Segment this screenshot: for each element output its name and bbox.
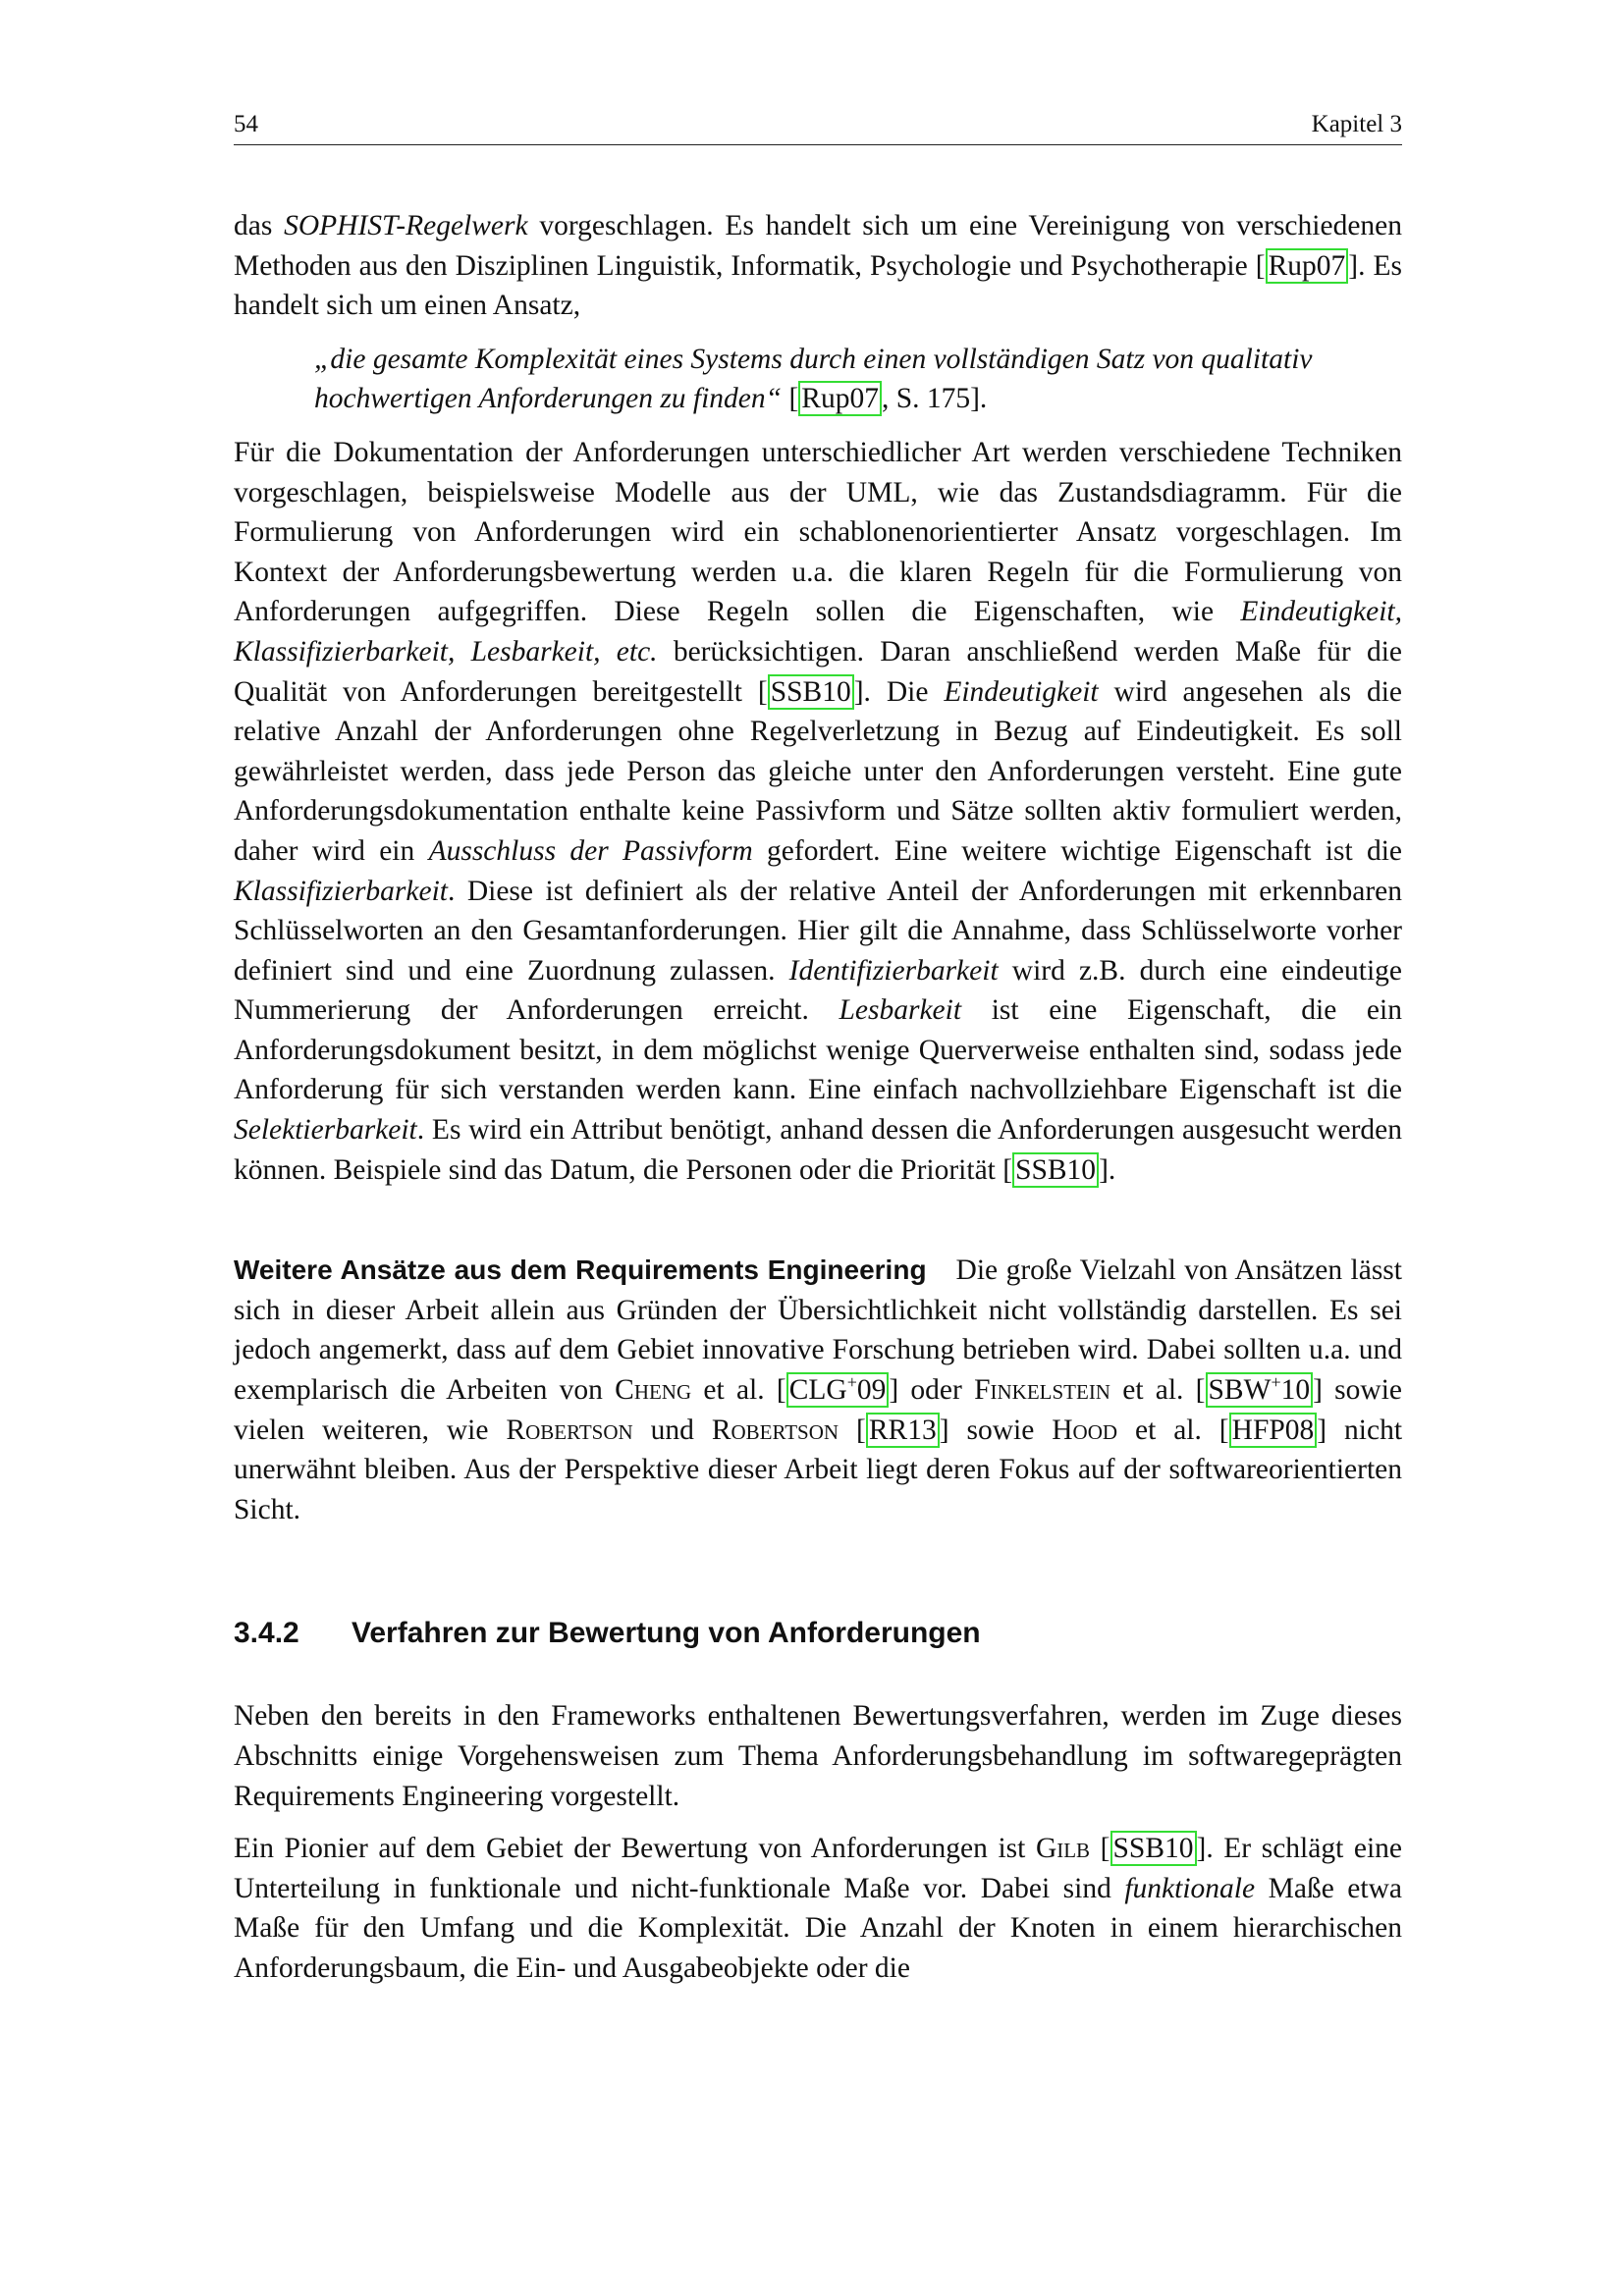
paragraph-sophist: das SOPHIST-Regelwerk vorgeschlagen. Es handelt sich um eine Vereinigung von verschiedenen Methoden aus den Disziplinen Linguistik, Informatik, Psychologie und Psychotherapie [ Rup07 ]. Es handelt sich um einen Ansatz, [234, 210, 1402, 322]
paragraph-gilb: Ein Pionier auf dem Gebiet der Bewertung von Anforderungen ist Gilb [ SSB10 ]. Er schlägt eine Unterteilung in funktionale und nicht-funktionale Maße vor. Dabei sind funktionale Maße etwa Maße für den Umfang und die Komplexität. Die Anzahl der Knoten in einem hierarchischen Anforderungsbaum, die Ein- und Ausgabeobjekte oder die [234, 1833, 1402, 1984]
citation-link[interactable]: SSB10 [768, 674, 854, 710]
paragraph-documentation: Für die Dokumentation der Anforderungen unterschiedlicher Art werden verschiedene Techniken vorgeschlagen, beispielsweise Modelle aus der UML, wie das Zustandsdiagramm. Für die Formulierung von Anforderungen wird ein schablonenorientierter Ansatz vorgeschlagen. Im Kontext der Anforderungsbewertung werden u.a. die klaren Regeln für die Formulierung von Anforderungen aufgegriffen. Diese Regeln sollen die Eigenschaften, wie Eindeutigkeit, Klassifizierbarkeit, Lesbarkeit, etc. berücksichtigen. Daran anschließend werden Maße für die Qualität von Anforderungen bereitgestellt [ SSB10 ]. Die Eindeutigkeit wird angesehen als die relative Anzahl der Anforderungen ohne Regelverletzung in Bezug auf Eindeutigkeit. Es soll gewährleistet werden, dass jede Person das gleiche unter den Anforderungen versteht. Eine gute Anforderungsdokumentation enthalte keine Passivform und Sätze sollten aktiv formuliert werden, daher wird ein Ausschluss der Passivform gefordert. Eine weitere wichtige Eigenschaft ist die Klassifizierbarkeit. Diese ist definiert als der relative Anteil der Anforderungen mit erkennbaren Schlüsselworten an den Gesamtanforderungen. Hier gilt die Annahme, dass Schlüsselworte vorher definiert sind und eine Zuordnung zulassen. Identifizierbarkeit wird z.B. durch eine eindeutige Nummerierung der Anforderungen erreicht. Lesbarkeit ist eine Eigenschaft, die ein Anforderungsdokument besitzt, in dem möglichst wenige Querverweise enthalten sind, sodass jede Anforderung für sich verstanden werden kann. Eine einfach nachvollziehbare Eigenschaft ist die Selektierbarkeit. Es wird ein Attribut benötigt, anhand dessen die Anforderungen ausgesucht werden können. Beispiele sind das Datum, die Personen oder die Priorität [ SSB10 ]. [234, 436, 1403, 1186]
chapter-label: Kapitel 3 [1311, 111, 1402, 137]
paragraph-further-approaches: Weitere Ansätze aus dem Requirements Engineering Die große Vielzahl von Ansätzen lässt sich in dieser Arbeit allein aus Gründen der Übersichtlichkeit nicht vollständig darstellen. Es sei jedoch angemerkt, dass auf dem Gebiet innovative Forschung betrieben wird. Dabei sollten u.a. und exemplarisch die Arbeiten von Cheng et al. [ CLG+09 ] oder Finkelstein et al. [ SBW+10 ] sowie vielen weiteren, wie Robertson und Robertson [ RR13 ] sowie Hood et al. [ HFP08 ] nicht unerwähnt bleiben. Aus der Perspektive dieser Arbeit liegt deren Fokus auf der softwareorientierten Sicht. [234, 1255, 1403, 1525]
section-heading [234, 1614, 1402, 1653]
citation-link[interactable]: CLG+09 [786, 1372, 890, 1408]
page-body [234, 206, 1402, 1989]
citation-link[interactable]: SBW+10 [1206, 1372, 1314, 1408]
section-number: 3.4.2 [234, 1617, 299, 1650]
section-title: Verfahren zur Bewertung von Anforderungen [352, 1617, 981, 1650]
paragraph-intro-evaluation: Neben den bereits in den Frameworks enthaltenen Bewertungsverfahren, werden im Zuge dieses Abschnitts einige Vorgehensweisen zum Thema Anforderungsbehandlung im softwaregeprägten Requirements Engineering vorgestellt. [234, 1700, 1402, 1812]
citation-link[interactable]: HFP08 [1229, 1413, 1318, 1448]
citation-link[interactable]: RR13 [866, 1413, 940, 1448]
running-header [234, 110, 1402, 145]
page-number: 54 [234, 111, 258, 137]
citation-link[interactable]: Rup07 [1266, 248, 1349, 284]
citation-link[interactable]: SSB10 [1012, 1152, 1099, 1188]
block-quote: „die gesamte Komplexität eines Systems durch einen vollständigen Satz von qualitativ hochwertigen Anforderungen zu finden“ [ Rup07 , S. 175]. [314, 343, 1313, 415]
citation-link[interactable]: SSB10 [1110, 1831, 1197, 1866]
citation-link[interactable]: Rup07 [798, 381, 882, 416]
paragraph-heading: Weitere Ansätze aus dem Requirements Engineering [234, 1255, 927, 1286]
